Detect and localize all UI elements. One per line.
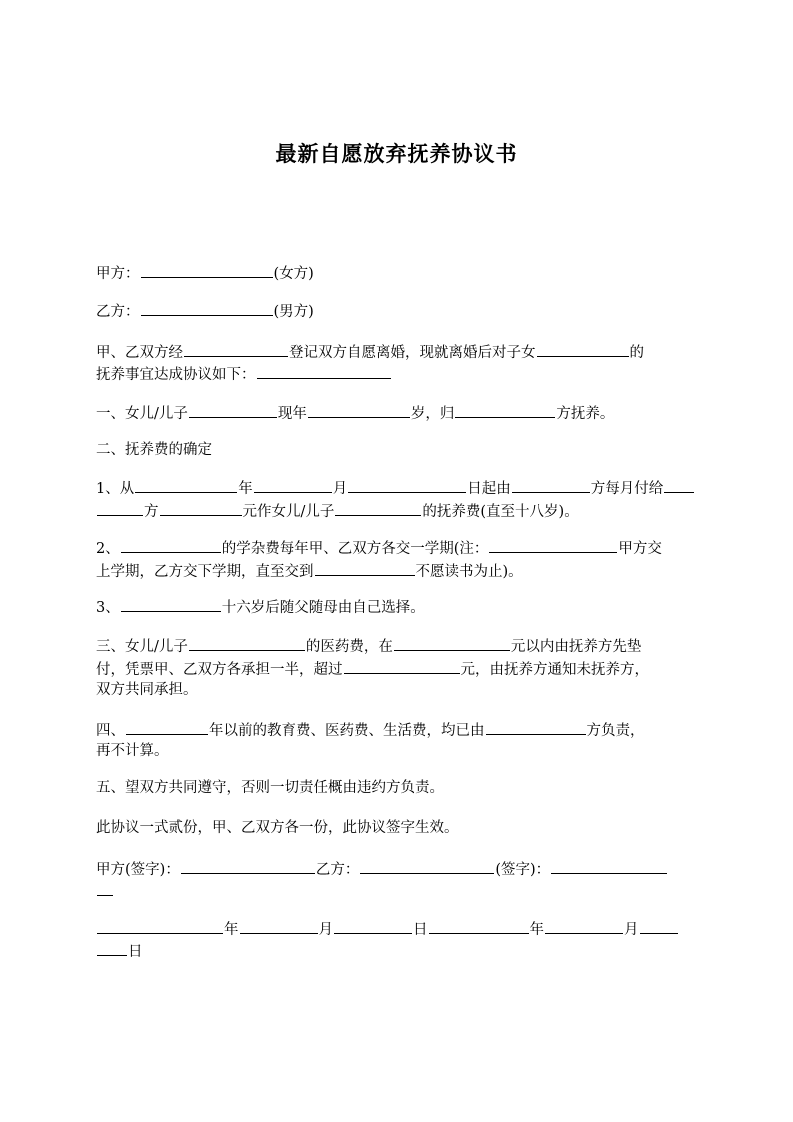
date-b-blank-year	[429, 917, 529, 934]
item-1-blank-child	[335, 499, 421, 516]
item-1-blank-amount	[160, 499, 242, 516]
document-title: 最新自愿放弃抚养协议书	[275, 142, 518, 166]
item-2-blank-until	[315, 559, 415, 576]
item-2-line-1	[96, 536, 708, 560]
item-1-blank-payee-b	[97, 499, 143, 516]
clause-3-text-e: 元，由抚养方通知未抚养方，	[460, 662, 649, 678]
item-2-blank-child	[121, 536, 221, 553]
date-b-blank-day-b	[97, 939, 127, 956]
item-3-text-b: 十六岁后随父随母由自己选择。	[221, 600, 425, 616]
item-3-blank-child	[121, 595, 221, 612]
date-b-day: 日	[128, 944, 143, 960]
clause-1-text-c: 岁，归	[410, 406, 455, 422]
clause-4-text-a: 四、	[96, 723, 125, 739]
section-2-heading: 二、抚养费的确定	[96, 442, 212, 458]
intro-blank-2	[537, 340, 629, 357]
clause-1-text-b: 现年	[277, 406, 307, 422]
clause-4-line-2: 再不计算。	[96, 743, 169, 759]
item-1-line-2	[96, 499, 708, 523]
copies-line: 此协议一式贰份，甲、乙双方各一份，此协议签字生效。	[96, 820, 459, 836]
clause-3-text-d: 付，凭票甲、乙双方各承担一半，超过	[96, 662, 343, 678]
item-2-text-e: 不愿读书为止)。	[415, 564, 523, 580]
clause-3-line-1	[96, 634, 708, 658]
clause-1-blank-child	[189, 401, 277, 418]
clause-4-blank-party	[486, 718, 586, 735]
intro-text-1: 甲、乙双方经	[96, 345, 183, 361]
item-1-blank-payer	[512, 476, 590, 493]
clause-4-text-b: 年以前的教育费、医药费、生活费，均已由	[209, 723, 485, 739]
item-1-line-1	[96, 476, 708, 500]
sign-b-label: 乙方：	[315, 862, 360, 878]
party-b-line	[96, 299, 708, 323]
item-3	[96, 595, 708, 619]
date-b-blank-month	[545, 917, 623, 934]
item-2-line-2	[96, 559, 708, 583]
signature-line-2	[96, 879, 708, 903]
clause-3-blank-limit	[394, 634, 510, 651]
item-1-text-a: 1、从	[96, 481, 135, 497]
item-1-text-g: 元作女儿/儿子	[242, 504, 335, 520]
date-b-year: 年	[529, 922, 544, 938]
sign-c-blank-a	[551, 857, 667, 874]
date-line-1	[96, 917, 708, 941]
clause-1	[96, 401, 708, 425]
party-b-suffix: (男方)	[273, 304, 314, 320]
clause-1-text-a: 一、女儿/儿子	[96, 406, 188, 422]
clause-3-text-c: 元以内由抚养方先垫	[510, 639, 642, 655]
clause-1-text-d: 方抚养。	[556, 406, 615, 422]
clause-3-blank-child	[189, 634, 305, 651]
clause-3-text-b: 的医药费，在	[305, 639, 393, 655]
item-2-text-b: 的学杂费每年甲、乙双方各交一学期(注：	[221, 541, 489, 557]
intro-line-2	[96, 362, 708, 386]
item-1-text-e: 方每月付给	[590, 481, 664, 497]
clause-3-line-3: 双方共同承担。	[96, 682, 198, 698]
intro-text-3: 的	[629, 345, 644, 361]
sign-c-label: (签字)：	[495, 862, 551, 878]
date-a-month: 月	[318, 922, 333, 938]
date-a-year: 年	[224, 922, 239, 938]
intro-text-4: 抚养事宜达成协议如下：	[96, 367, 256, 383]
intro-blank-3	[257, 362, 391, 379]
item-1-blank-payee-a	[664, 476, 694, 493]
item-1-text-f: 方	[144, 504, 159, 520]
sign-b-blank	[360, 857, 494, 874]
clause-3-text-a: 三、女儿/儿子	[96, 639, 188, 655]
clause-3-blank-over	[344, 657, 460, 674]
item-1-text-c: 月	[332, 481, 348, 497]
item-2-text-a: 2、	[96, 541, 120, 557]
item-1-text-b: 年	[238, 481, 253, 497]
intro-line-1	[96, 340, 708, 364]
clause-1-blank-party	[455, 401, 555, 418]
signature-line-1	[96, 857, 708, 881]
sign-c-blank-b	[97, 879, 113, 896]
party-a-line	[96, 261, 708, 285]
clause-1-blank-age	[308, 401, 410, 418]
clause-4-text-c: 方负责，	[586, 723, 645, 739]
item-3-text-a: 3、	[96, 600, 120, 616]
item-2-blank-note	[489, 536, 617, 553]
sign-a-blank	[181, 857, 315, 874]
party-a-blank	[141, 261, 273, 278]
date-a-blank-month	[240, 917, 318, 934]
party-a-label: 甲方：	[96, 266, 140, 282]
date-a-blank-year	[97, 917, 223, 934]
intro-text-2: 登记双方自愿离婚，现就离婚后对子女	[289, 345, 536, 361]
sign-a-label: 甲方(签字)：	[96, 862, 180, 878]
party-a-suffix: (女方)	[273, 266, 314, 282]
date-a-day: 日	[413, 922, 428, 938]
date-b-blank-day-a	[640, 917, 678, 934]
item-1-blank-year	[135, 476, 237, 493]
party-b-blank	[141, 299, 273, 316]
date-b-month: 月	[624, 922, 639, 938]
item-1-blank-day	[348, 476, 466, 493]
intro-blank-1	[184, 340, 288, 357]
clause-3-line-2	[96, 657, 708, 681]
item-1-text-d: 日起由	[467, 481, 511, 497]
date-line-2	[96, 939, 708, 963]
clause-4-line-1	[96, 718, 708, 742]
clause-5: 五、望双方共同遵守，否则一切责任概由违约方负责。	[96, 780, 444, 796]
party-b-label: 乙方：	[96, 304, 140, 320]
clause-4-blank-year	[126, 718, 208, 735]
date-a-blank-day	[334, 917, 412, 934]
item-2-text-c: 甲方交	[618, 541, 662, 557]
item-1-blank-month	[254, 476, 332, 493]
item-1-text-h: 的抚养费(直至十八岁)。	[422, 504, 579, 520]
item-2-text-d: 上学期，乙方交下学期，直至交到	[96, 564, 314, 580]
